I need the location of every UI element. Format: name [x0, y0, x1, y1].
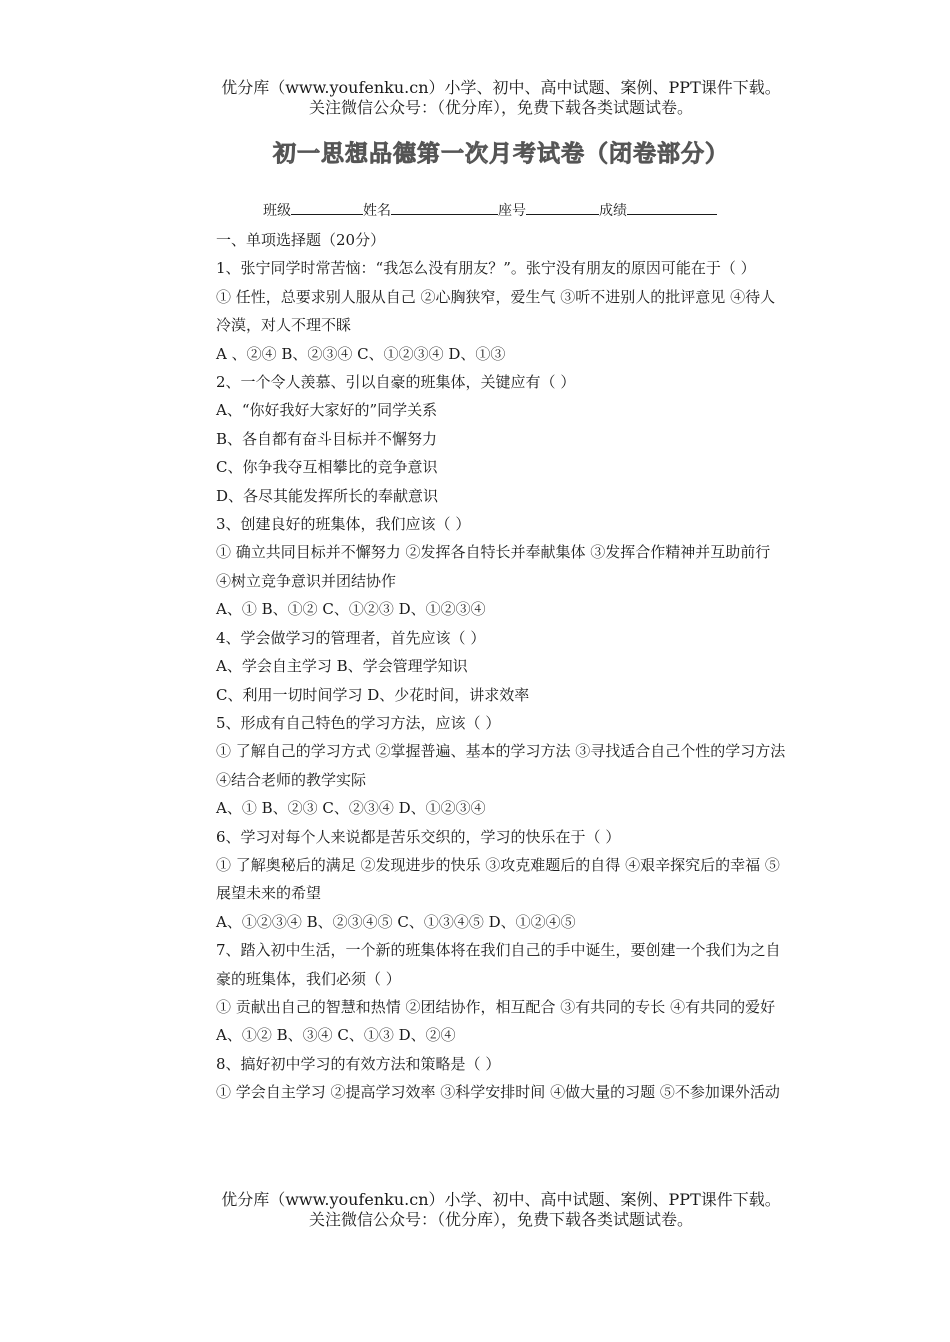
question-line: A 、②④ B、②③④ C、①②③④ D、①③: [216, 344, 506, 363]
question-line: ① 学会自主学习 ②提高学习效率 ③科学安排时间 ④做大量的习题 ⑤不参加课外活动: [216, 1083, 780, 1102]
question-line: C、利用一切时间学习 D、少花时间，讲求效率: [216, 685, 530, 704]
exam-title: 初一思想品德第一次月考试卷（闭卷部分）: [273, 140, 729, 167]
section-heading: 一、单项选择题（20分）: [216, 231, 386, 249]
question-line: 5、形成有自己特色的学习方法，应该（ ）: [216, 713, 501, 732]
question-line: B、各自都有奋斗目标并不懈努力: [216, 429, 438, 448]
seat-label: 座号: [498, 203, 526, 219]
footer-line-1: 优分库（www.youfenku.cn）小学、初中、高中试题、案例、PPT课件下载。: [221, 1190, 781, 1209]
question-line: ① 了解自己的学习方式 ②掌握普遍、基本的学习方法 ③寻找适合自己个性的学习方法 ④结合老师的教学实际: [216, 742, 786, 789]
student-info-row: [263, 200, 717, 220]
question-line: A、①② B、③④ C、①③ D、②④: [216, 1026, 456, 1045]
page-footer: [215, 1191, 787, 1229]
question-line: A、①②③④ B、②③④⑤ C、①③④⑤ D、①②④⑤: [216, 912, 576, 931]
score-label: 成绩: [599, 203, 627, 219]
question-line: 8、搞好初中学习的有效方法和策略是（ ）: [216, 1054, 501, 1073]
name-blank: [391, 200, 498, 215]
question-line: 4、学会做学习的管理者，首先应该（ ）: [216, 628, 486, 647]
question-line: ① 确立共同目标并不懈努力 ②发挥各自特长并奉献集体 ③发挥合作精神并互助前行 ④树立竞争意识并团结协作: [216, 543, 771, 590]
question-line: C、你争我夺互相攀比的竞争意识: [216, 458, 438, 477]
question-line: A、① B、①② C、①②③ D、①②③④: [216, 600, 486, 619]
question-line: ① 任性，总要求别人服从自己 ②心胸狭窄，爱生气 ③听不进别人的批评意见 ④待人冷漠，对人不理不睬: [216, 287, 776, 335]
seat-blank: [526, 200, 599, 215]
question-line: A、“你好我好大家好的”同学关系: [216, 401, 438, 420]
header-line-2: 关注微信公众号：（优分库），免费下载各类试题试卷。: [308, 98, 693, 117]
header-line-1: 优分库（www.youfenku.cn）小学、初中、高中试题、案例、PPT课件下载。: [221, 78, 781, 97]
question-line: D、各尽其能发挥所长的奉献意识: [216, 486, 439, 505]
question-line: 6、学习对每个人来说都是苦乐交织的，学习的快乐在于（ ）: [216, 827, 621, 846]
class-label: 班级: [263, 203, 291, 219]
question-line: 7、踏入初中生活，一个新的班集体将在我们自己的手中诞生，要创建一个我们为之自豪的班集体，我们必须（ ）: [216, 941, 781, 988]
question-line: 2、一个令人羡慕、引以自豪的班集体，关键应有（ ）: [216, 373, 576, 392]
question-line: A、① B、②③ C、②③④ D、①②③④: [216, 799, 486, 818]
question-content: [216, 226, 788, 1107]
question-line: 1、张宁同学时常苦恼：“我怎么没有朋友？”。张宁没有朋友的原因可能在于（ ）: [216, 259, 756, 278]
question-line: ① 了解奥秘后的满足 ②发现进步的快乐 ③攻克难题后的自得 ④艰辛探究后的幸福 ⑤展望未来的希望: [216, 855, 780, 903]
footer-line-2: 关注微信公众号：（优分库），免费下载各类试题试卷。: [308, 1210, 693, 1229]
score-blank: [627, 200, 717, 215]
page-header: [215, 79, 787, 117]
class-blank: [291, 200, 363, 215]
name-label: 姓名: [363, 203, 391, 219]
question-line: ① 贡献出自己的智慧和热情 ②团结协作，相互配合 ③有共同的专长 ④有共同的爱好: [216, 997, 776, 1016]
question-line: 3、创建良好的班集体，我们应该（ ）: [216, 515, 471, 534]
question-line: A、学会自主学习 B、学会管理学知识: [216, 657, 468, 676]
